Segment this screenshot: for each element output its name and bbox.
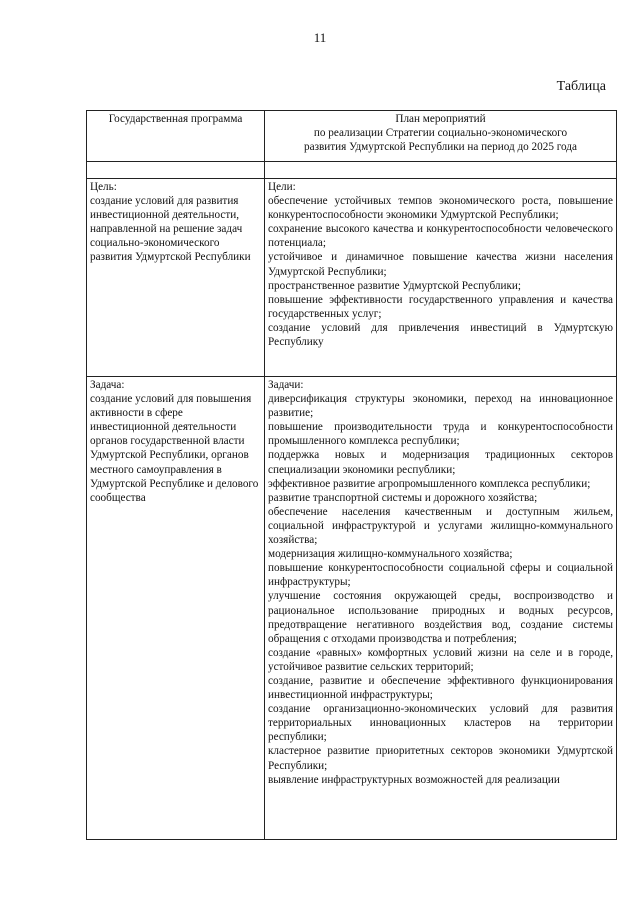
task-item: модернизация жилищно-коммунального хозяйства; [268, 548, 513, 561]
strategy-goals-cell [265, 179, 617, 377]
task-item: создание, развитие и обеспечение эффективного функционирования инвестиционной инфраструктуры; [268, 674, 613, 702]
table-label: Таблица [556, 79, 606, 94]
task-item: обеспечение населения качественным и доступным жильем, социальной инфраструктурой и услугами жилищно-коммунального хозяйства; [268, 505, 613, 547]
task-title: Задача: [90, 379, 125, 391]
task-item: повышение конкурентоспособности социальной сферы и социальной инфраструктуры; [268, 562, 613, 589]
goal-row [87, 179, 617, 377]
strategy-tasks-cell [265, 377, 617, 840]
program-task-cell [87, 377, 265, 840]
task-item: диверсификация структуры экономики, переход на инновационное развитие; [268, 393, 613, 420]
goal-item: сохранение высокого качества и конкурентоспособности человеческого потенциала; [268, 223, 613, 250]
header-line: развития Удмуртской Республики на период до 2025 года [304, 141, 577, 154]
strategy-table [86, 110, 617, 840]
program-goal-cell [87, 179, 265, 377]
goal-item: создание условий для привлечения инвестиций в Удмуртскую Республику [268, 321, 613, 349]
header-action-plan [265, 111, 617, 162]
task-item: создание «равных» комфортных условий жизни на селе и в городе, устойчивое развитие сельских территорий; [268, 646, 613, 673]
task-item: поддержка новых и модернизация традиционных секторов специализации экономики республики; [268, 449, 613, 476]
task-item: кластерное развитие приоритетных секторов экономики Удмуртской Республики; [268, 745, 613, 772]
task-item: эффективное развитие агропромышленного комплекса республики; [268, 477, 591, 490]
goals-title: Цели: [268, 181, 296, 193]
goal-text: создание условий для развития инвестиционной деятельности, направленной на решение задач социально-экономического развития Удмуртской Республики [90, 195, 251, 264]
goal-title: Цель: [90, 181, 117, 193]
goal-item: обеспечение устойчивых темпов экономического роста, повышение конкурентоспособности экономики Удмуртской Республики; [268, 195, 613, 222]
tasks-title: Задачи: [268, 379, 304, 391]
task-item: улучшение состояния окружающей среды, воспроизводство и рациональное использование природных и водных ресурсов, предотвращение негативного воздействия вод, создание системы обращения с отходами производства и потребления; [268, 590, 613, 645]
header-line: по реализации Стратегии социально-экономического [313, 127, 568, 140]
task-item: развитие транспортной системы и дорожного хозяйства; [268, 491, 538, 504]
spacer-cell [265, 162, 617, 179]
goal-item: устойчивое и динамичное повышение качества жизни населения Удмуртской Республики; [268, 251, 613, 278]
header-state-program: Государственная программа [87, 111, 265, 162]
goal-item: повышение эффективности государственного управления и качества государственных услуг; [268, 293, 613, 320]
page-number: 11 [313, 30, 327, 45]
header-line: План мероприятий [395, 113, 486, 125]
task-text: создание условий для повышения активности в сфере инвестиционной деятельности органов государственной власти Удмуртской Республики, органов местного самоуправления в Удмуртской Республике и делового сообщества [90, 393, 259, 504]
table-header-row [87, 111, 617, 162]
task-row [87, 377, 617, 840]
spacer-cell [87, 162, 265, 179]
goal-item: пространственное развитие Удмуртской Республики; [268, 279, 522, 292]
task-item: повышение производительности труда и конкурентоспособности промышленного комплекса республики; [268, 421, 613, 448]
task-item: создание организационно-экономических условий для развития территориальных инновационных кластеров на территории республики; [268, 703, 613, 744]
task-item: выявление инфраструктурных возможностей для реализации [268, 773, 560, 786]
